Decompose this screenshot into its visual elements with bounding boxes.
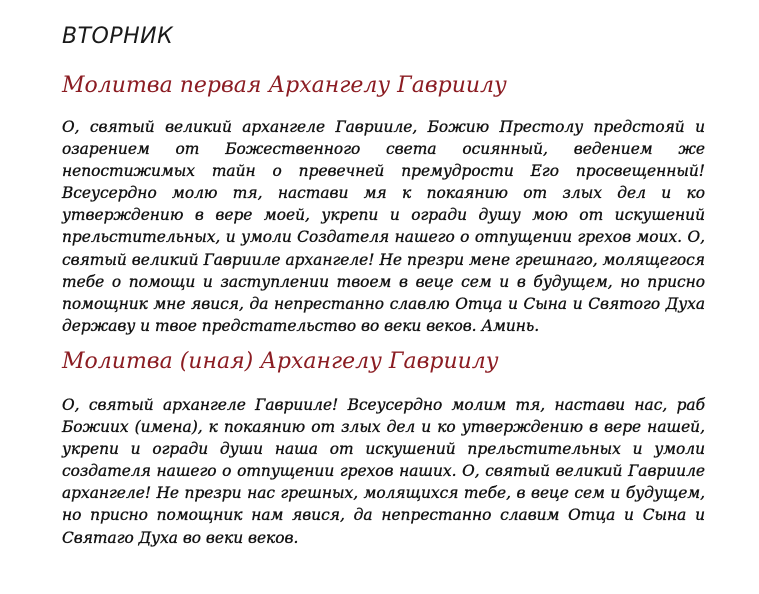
prayer-title-other: Молитва (иная) Архангелу Гавриилу <box>62 348 499 374</box>
prayer-text-first: О, святый великий архангеле Гаврииле, Божию Престолу предстояй и озарением от Божественного света осиянный, ведением же непостижимых тайн о превечней премудрости Его просвещенный! Всеусердно молю тя, настави мя к покаянию от злых дел и ко утверждению в вере моей, укрепи и огради душу мою от искушений прельстительных, и умоли Создателя нашего о отпущении грехов моих. О, святый великий Гаврииле архангеле! Не презри мене грешнаго, молящегося тебе о помощи и заступлении твоем в веце сем и в будущем, но присно помощник мне явися, да непрестанно славлю Отца и Сына и Святого Духа державу и твое предстательство во веки веков. Аминь. <box>62 118 705 335</box>
document-page <box>62 22 705 549</box>
prayer-title-first: Молитва первая Архангелу Гавриилу <box>62 73 507 98</box>
prayer-text-other: О, святый архангеле Гавриилe! Всеусердно молим тя, настави нас, раб Божиих (имена), к покаянию от злых дел и ко утверждению в вере нашей, укрепи и огради души наша от искушений прельстительных и умоли создателя нашего о отпущении грехов наших. О, святый великий Гаврииле архангеле! Не презри нас грешных, молящихся тебе, в веце сем и будущем, но присно помощник нам явися, да непрестанно славим Отца и Сына и Святаго Духа во веки веков. <box>62 395 705 547</box>
day-title: ВТОРНИК <box>62 24 174 49</box>
